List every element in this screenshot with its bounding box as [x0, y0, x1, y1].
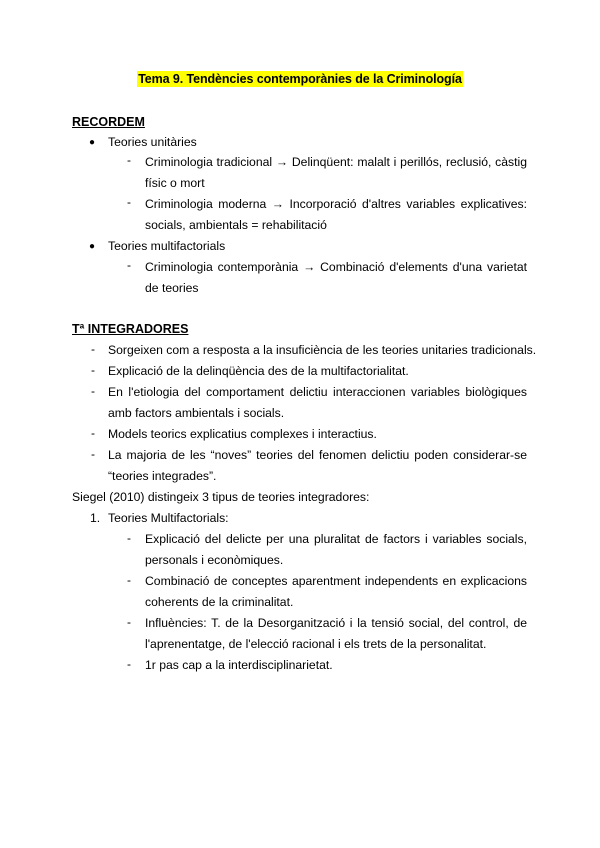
dash-marker: -	[91, 426, 95, 440]
dash-marker: -	[91, 363, 95, 377]
list-item-criminologia-moderna: Criminologia moderna → Incorporació d'altres variables explicatives: socials, ambientals = rehabilitació	[145, 197, 527, 232]
dash-marker: -	[91, 384, 95, 398]
dash-marker: -	[127, 258, 131, 272]
list-item-criminologia-tradicional: Criminologia tradicional → Delinqüent: malalt i perillós, reclusió, càstig físic o mort	[145, 155, 527, 190]
bullet-icon: ●	[89, 241, 96, 252]
list-item-criminologia-contemporania: Criminologia contemporània → Combinació d'elements d'una varietat de teories	[145, 260, 527, 295]
list-item-models: Models teorics explicatius complexes i interactius.	[108, 427, 377, 441]
siegel-paragraph: Siegel (2010) distingeix 3 tipus de teories integradores:	[72, 490, 370, 504]
list-item-combinacio-conceptes: Combinació de conceptes aparentment independents en explicacions coherents de la criminalitat.	[145, 574, 527, 609]
section-heading-integradores: Tª INTEGRADORES	[72, 322, 189, 336]
list-item-teories-multifactorials-2: Teories Multifactorials:	[108, 511, 229, 525]
list-item-teories-multifactorials: Teories multifactorials	[108, 239, 226, 253]
section-heading-recordem: RECORDEM	[72, 115, 145, 129]
list-number: 1.	[90, 511, 101, 525]
dash-marker: -	[127, 531, 131, 545]
dash-marker: -	[127, 195, 131, 209]
list-item-etiologia: En l'etiologia del comportament delictiu interaccionen variables biològiques amb factors ambientals i socials.	[108, 385, 527, 420]
list-item-explicacio: Explicació de la delinqüència des de la multifactorialitat.	[108, 364, 409, 378]
list-item-primer-pas: 1r pas cap a la interdisciplinarietat.	[145, 658, 333, 672]
list-item-explicacio-delicte: Explicació del delicte per una pluralitat de factors i variables socials, personals i econòmiques.	[145, 532, 527, 567]
list-item-influencies: Influències: T. de la Desorganització i la tensió social, del control, de l'aprenentatge, de l'elecció racional i els trets de la personalitat.	[145, 616, 527, 651]
dash-marker: -	[91, 447, 95, 461]
list-item-sorgeixen: Sorgeixen com a resposta a la insuficiència de les teories unitaries tradicionals.	[108, 343, 537, 357]
dash-marker: -	[91, 342, 95, 356]
list-item-teories-unitaries: Teories unitàries	[108, 135, 197, 149]
dash-marker: -	[127, 153, 131, 167]
bullet-icon: ●	[89, 137, 96, 148]
list-item-majoria: La majoria de les “noves” teories del fenomen delictiu poden considerar-se “teories integrades”.	[108, 448, 527, 483]
document-title: Tema 9. Tendències contemporànies de la Criminología	[138, 72, 462, 86]
title-row	[0, 72, 600, 86]
dash-marker: -	[127, 573, 131, 587]
dash-marker: -	[127, 615, 131, 629]
dash-marker: -	[127, 657, 131, 671]
